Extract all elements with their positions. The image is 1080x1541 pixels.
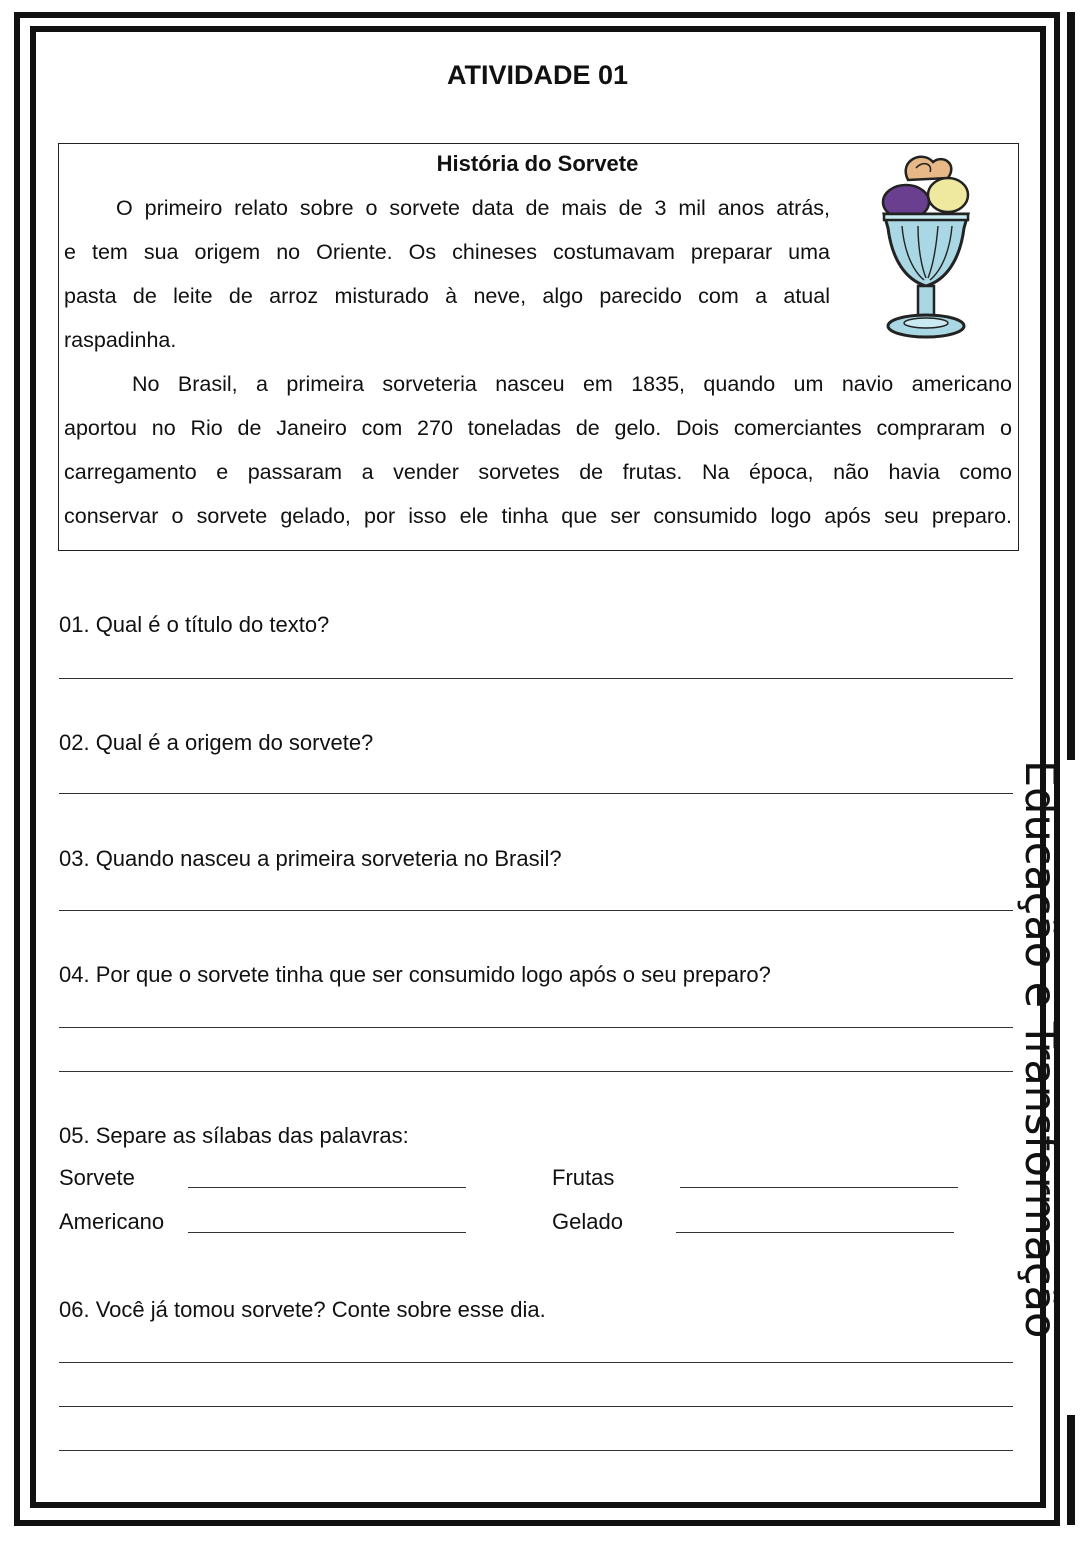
word-frutas: Frutas xyxy=(552,1165,615,1190)
question-6: 06. Você já tomou sorvete? Conte sobre esse dia. xyxy=(59,1297,546,1322)
word-gelado: Gelado xyxy=(552,1209,623,1234)
paragraph-1-line: O primeiro relato sobre o sorvete data de mais de 3 mil anos atrás, xyxy=(116,196,830,220)
answer-line[interactable] xyxy=(59,910,1013,911)
activity-title: ATIVIDADE 01 xyxy=(446,60,629,90)
question-5: 05. Separe as sílabas das palavras: xyxy=(59,1123,409,1148)
syllable-line[interactable] xyxy=(676,1232,954,1233)
side-bar-top xyxy=(1067,12,1075,760)
paragraph-2-line: No Brasil, a primeira sorveteria nasceu em 1835, quando um navio americano xyxy=(132,372,1012,396)
side-watermark-text: Educação e Transformação xyxy=(1015,760,1065,1339)
paragraph-2 xyxy=(64,362,1012,538)
question-3: 03. Quando nasceu a primeira sorveteria no Brasil? xyxy=(59,846,562,871)
syllable-line[interactable] xyxy=(188,1232,466,1233)
paragraph-1-line: raspadinha. xyxy=(64,328,177,352)
answer-line[interactable] xyxy=(59,793,1013,794)
paragraph-1-line: pasta de leite de arroz misturado à neve, algo parecido com a atual xyxy=(64,284,830,308)
side-bar-bottom xyxy=(1067,1415,1075,1525)
text-title: História do Sorvete xyxy=(436,151,639,176)
ice-cream-sundae-icon xyxy=(878,150,974,350)
answer-line[interactable] xyxy=(59,1362,1013,1363)
answer-line[interactable] xyxy=(59,678,1013,679)
paragraph-1 xyxy=(64,186,830,362)
syllable-line[interactable] xyxy=(188,1187,466,1188)
answer-line[interactable] xyxy=(59,1406,1013,1407)
answer-line[interactable] xyxy=(59,1027,1013,1028)
question-1: 01. Qual é o título do texto? xyxy=(59,612,330,637)
paragraph-2-line: aportou no Rio de Janeiro com 270 toneladas de gelo. Dois comerciantes compraram o xyxy=(64,416,1012,440)
answer-line[interactable] xyxy=(59,1450,1013,1451)
paragraph-2-line: conservar o sorvete gelado, por isso ele tinha que ser consumido logo após seu preparo. xyxy=(64,504,1012,528)
paragraph-2-line: carregamento e passaram a vender sorvetes de frutas. Na época, não havia como xyxy=(64,460,1012,484)
word-americano: Americano xyxy=(59,1209,165,1234)
syllable-line[interactable] xyxy=(680,1187,958,1188)
question-4: 04. Por que o sorvete tinha que ser consumido logo após o seu preparo? xyxy=(59,962,771,987)
word-sorvete: Sorvete xyxy=(59,1165,135,1190)
answer-line[interactable] xyxy=(59,1071,1013,1072)
question-2: 02. Qual é a origem do sorvete? xyxy=(59,730,374,755)
paragraph-1-line: e tem sua origem no Oriente. Os chineses costumavam preparar uma xyxy=(64,240,830,264)
